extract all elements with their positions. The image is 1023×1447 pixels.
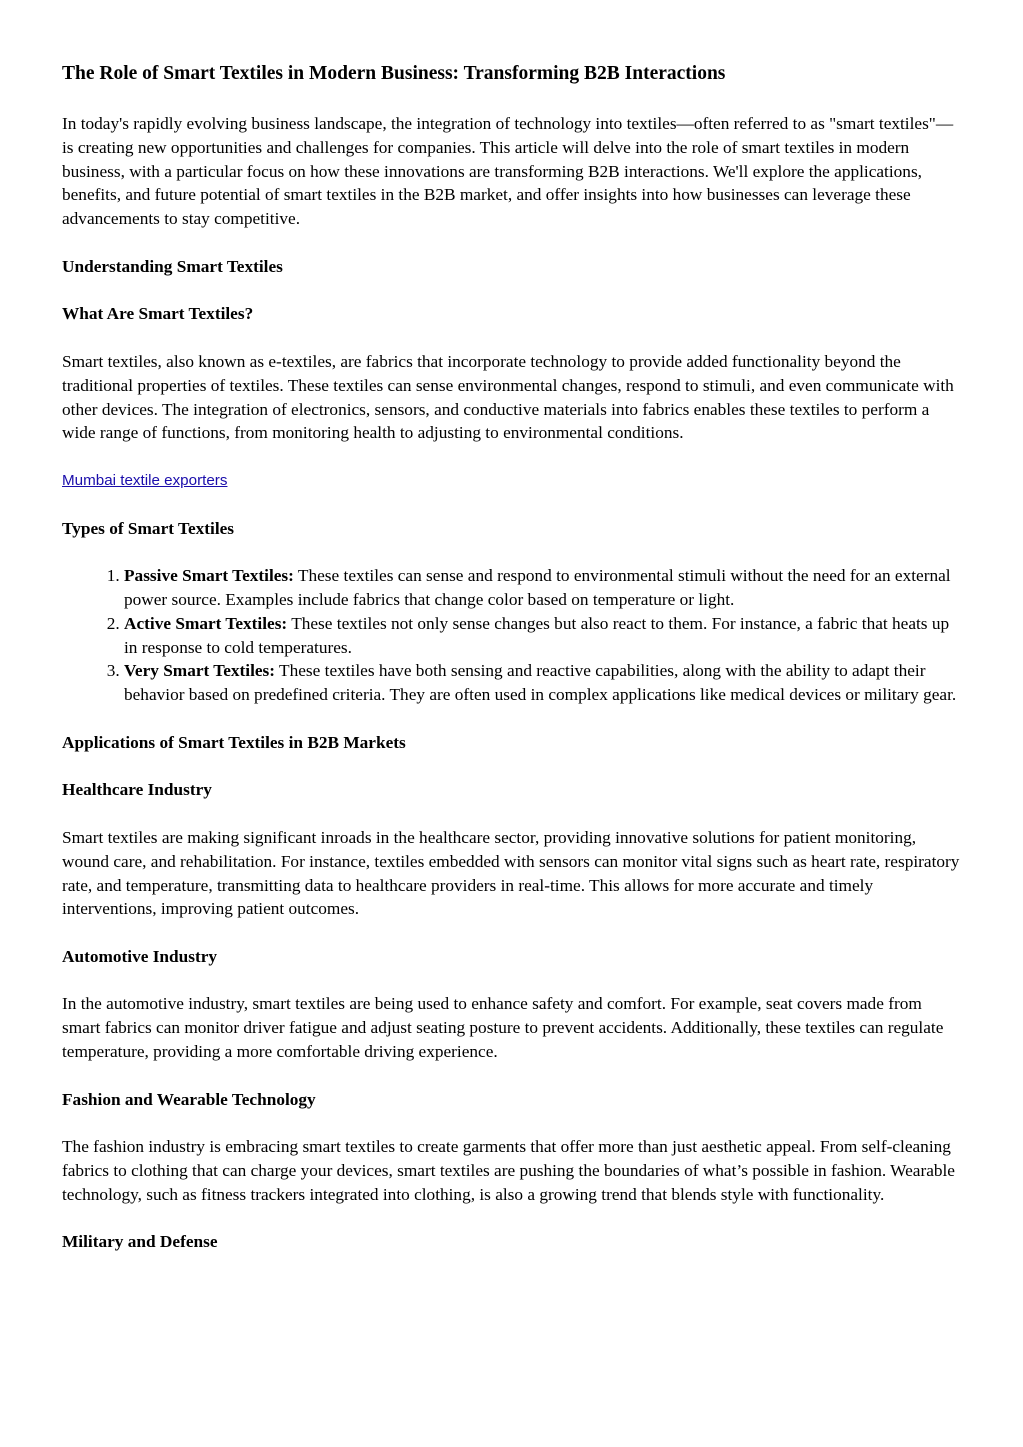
heading-fashion: Fashion and Wearable Technology <box>62 1089 316 1109</box>
list-item <box>124 564 962 612</box>
heading-healthcare: Healthcare Industry <box>62 780 212 800</box>
heading-types: Types of Smart Textiles <box>62 518 235 538</box>
fashion-paragraph: The fashion industry is embracing smart textiles to create garments that offer more than just aesthetic appeal. From self-cleaning fabrics to clothing that can charge your devices, smart textiles are pushing the boundaries of what’s possible in fashion. Wearable technology, such as fitness trackers integrated into clothing, is also a growing trend that blends style with functionality. <box>62 1137 955 1204</box>
heading-applications: Applications of Smart Textiles in B2B Markets <box>62 732 406 752</box>
heading-understanding: Understanding Smart Textiles <box>62 256 283 276</box>
list-item <box>124 612 962 660</box>
link-container <box>62 469 962 493</box>
list-item-term: Very Smart Textiles: <box>124 661 276 681</box>
types-list <box>62 564 962 707</box>
automotive-paragraph: In the automotive industry, smart textiles are being used to enhance safety and comfort. For example, seat covers made from smart fabrics can monitor driver fatigue and adjust seating posture to prevent accidents. Additionally, these textiles can regulate temperature, providing a more comfortable driving experience. <box>62 994 944 1062</box>
page-title: The Role of Smart Textiles in Modern Business: Transforming B2B Interactions <box>62 63 726 84</box>
heading-military: Military and Defense <box>62 1232 218 1252</box>
list-item-term: Passive Smart Textiles: <box>124 566 294 586</box>
mumbai-exporters-link[interactable]: Mumbai textile exporters <box>62 471 228 489</box>
healthcare-paragraph: Smart textiles are making significant inroads in the healthcare sector, providing innovative solutions for patient monitoring, wound care, and rehabilitation. For instance, textiles embedded with sensors can monitor vital signs such as heart rate, respiratory rate, and temperature, transmitting data to healthcare providers in real-time. This allows for more accurate and timely interventions, improving patient outcomes. <box>62 827 960 919</box>
subheading-what-are: What Are Smart Textiles? <box>62 304 254 324</box>
heading-automotive: Automotive Industry <box>62 946 218 966</box>
list-item-term: Active Smart Textiles: <box>124 613 288 633</box>
understanding-paragraph: Smart textiles, also known as e-textiles, are fabrics that incorporate technology to provide added functionality beyond the traditional properties of textiles. These textiles can sense environmental changes, respond to stimuli, and even communicate with other devices. The integration of electronics, sensors, and conductive materials into fabrics enables these textiles to perform a wide range of functions, from monitoring health to adjusting to environmental conditions. <box>62 351 954 443</box>
list-item <box>124 659 962 707</box>
list-item-text: These textiles not only sense changes but also react to them. For instance, a fabric that heats up in response to cold temperatures. <box>124 613 950 657</box>
document-page <box>62 62 962 1278</box>
list-item-text: These textiles can sense and respond to environmental stimuli without the need for an external power source. Examples include fabrics that change color based on temperature or light. <box>124 566 951 609</box>
list-item-text: These textiles have both sensing and reactive capabilities, along with the ability to adapt their behavior based on predefined criteria. They are often used in complex applications like medical devices or military gear. <box>124 661 957 705</box>
intro-paragraph: In today's rapidly evolving business landscape, the integration of technology into textiles—often referred to as "smart textiles"—is creating new opportunities and challenges for companies. This article will delve into the role of smart textiles in modern business, with a particular focus on how these innovations are transforming B2B interactions. We'll explore the applications, benefits, and future potential of smart textiles in the B2B market, and offer insights into how businesses can leverage these advancements to stay competitive. <box>62 114 954 229</box>
